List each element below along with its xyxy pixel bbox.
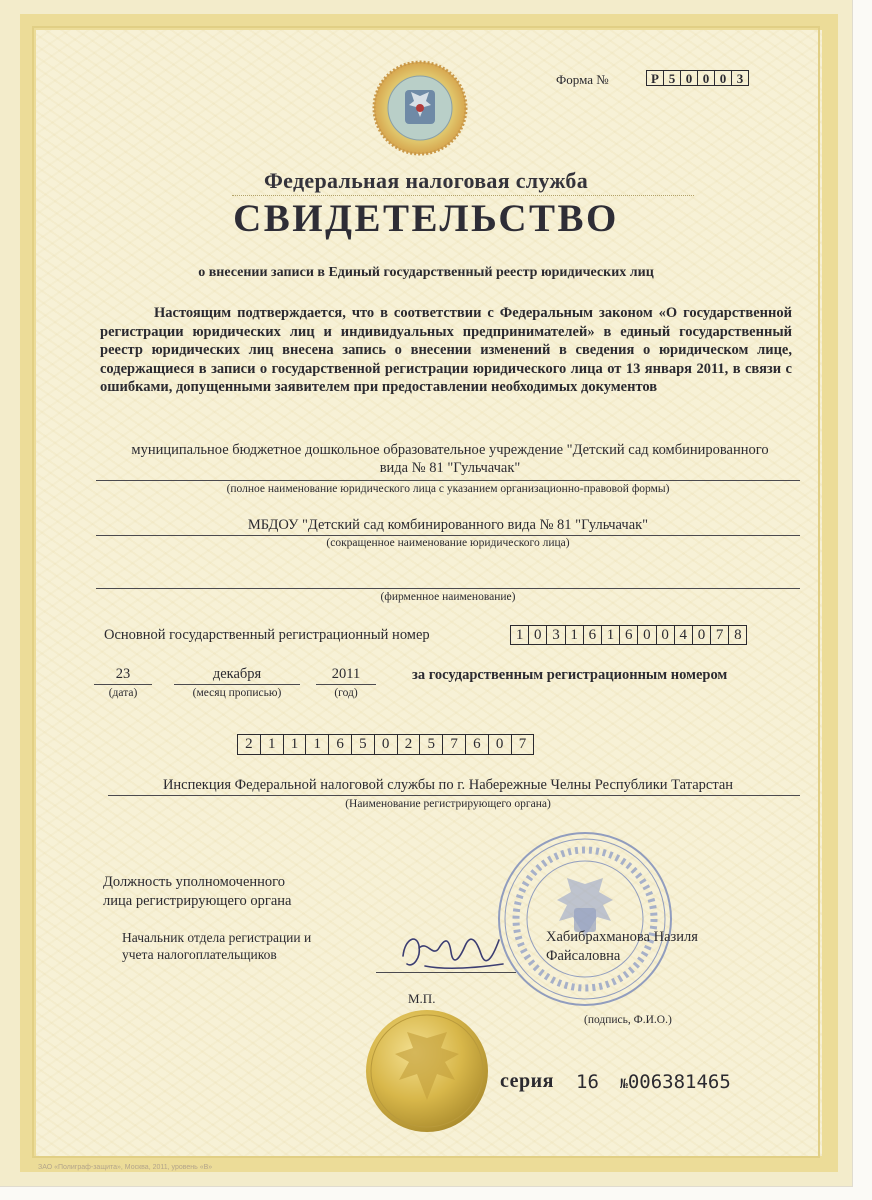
printer-note: ЗАО «Полиграф-защита», Москва, 2011, уровень «В» <box>38 1164 213 1171</box>
ogrn-digit: 7 <box>710 625 729 645</box>
position-label-line: лица регистрирующего органа <box>103 893 292 909</box>
document-title: СВИДЕТЕЛЬСТВО <box>233 197 619 240</box>
ogrn-digit: 0 <box>528 625 547 645</box>
grn-digit: 1 <box>305 734 329 755</box>
signature-line <box>376 972 516 973</box>
grn-digit: 6 <box>465 734 489 755</box>
ogrn-digit: 4 <box>674 625 693 645</box>
confirmation-text: Настоящим подтверждается, что в соответствии с Федеральным законом «О государственной регистрации юридических лиц и индивидуальных предпринимателей» в единый государственный реестр юридических лиц внесена запись о внесении изменений в сведения о юридическом лице, содержащиеся в записи о государственной регистрации юридического лица от 13 января 2011, в связи с ошибками, допущенными заявителем при предоставлении необходимых документов <box>100 305 792 396</box>
firm-name-line <box>96 588 800 589</box>
authority-caption: (Наименование регистрирующего органа) <box>345 798 551 810</box>
document-subtitle: о внесении записи в Единый государственный реестр юридических лиц <box>198 265 654 280</box>
handwritten-signature-icon <box>395 926 507 976</box>
year-line <box>316 684 376 685</box>
grn-digit: 5 <box>351 734 375 755</box>
full-name-line <box>96 480 800 481</box>
signatory-name-line: Хабибрахманова Назиля <box>546 929 698 945</box>
form-code-cell: 0 <box>680 70 698 86</box>
short-name-line <box>96 535 800 536</box>
grn-digit: 2 <box>237 734 261 755</box>
month-line <box>174 684 300 685</box>
ogrn-digit: 1 <box>565 625 584 645</box>
form-code-cell: 0 <box>697 70 715 86</box>
series-label: серия <box>500 1070 554 1092</box>
signature-caption: (подпись, Ф.И.О.) <box>584 1014 672 1026</box>
ogrn-label: Основной государственный регистрационный номер <box>104 627 430 643</box>
year-caption: (год) <box>334 687 358 699</box>
position-label <box>103 873 291 911</box>
signatory-name-line: Файсаловна <box>546 947 621 964</box>
agency-name: Федеральная налоговая служба <box>263 168 589 193</box>
grn-digit: 0 <box>374 734 398 755</box>
full-name-caption: (полное наименование юридического лица с указанием организационно-правовой формы) <box>226 483 670 495</box>
number-sign: № <box>620 1077 628 1092</box>
grn-digit-boxes <box>238 734 534 755</box>
ogrn-digit: 1 <box>510 625 529 645</box>
serial-digits: 006381465 <box>627 1071 731 1093</box>
signatory-name <box>546 928 698 965</box>
grn-digit: 5 <box>419 734 443 755</box>
form-number-label: Форма № <box>556 72 609 87</box>
firm-name-caption: (фирменное наименование) <box>380 591 516 603</box>
date-year: 2011 <box>331 666 361 682</box>
entity-short-name: МБДОУ "Детский сад комбинированного вида № 81 "Гульчачак" <box>247 517 649 533</box>
ogrn-digit: 3 <box>546 625 565 645</box>
entity-full-name: муниципальное бюджетное дошкольное образовательное учреждение "Детский сад комбинированного вида № 81 "Гульчачак" <box>131 442 769 476</box>
grn-digit: 2 <box>397 734 421 755</box>
form-code-cell: 0 <box>714 70 732 86</box>
grn-digit: 7 <box>511 734 535 755</box>
form-code-cell: 3 <box>731 70 749 86</box>
authority-line <box>108 795 800 796</box>
day-caption: (дата) <box>108 687 138 699</box>
day-line <box>94 684 152 685</box>
form-code-cell: 5 <box>663 70 681 86</box>
signatory-position <box>122 929 311 963</box>
series-number: 16 <box>576 1071 599 1093</box>
form-code-cell: Р <box>646 70 664 86</box>
grn-digit: 6 <box>328 734 352 755</box>
official-stamp-icon <box>494 828 676 1010</box>
grn-digit: 0 <box>488 734 512 755</box>
month-caption: (месяц прописью) <box>192 687 282 699</box>
short-name-caption: (сокращенное наименование юридического лица) <box>326 537 570 549</box>
ogrn-digit: 6 <box>619 625 638 645</box>
ogrn-digit: 0 <box>656 625 675 645</box>
seal-place-label: М.П. <box>408 991 436 1006</box>
form-number-boxes <box>647 70 749 86</box>
gold-seal-icon <box>364 1008 490 1134</box>
ogrn-digit: 1 <box>601 625 620 645</box>
date-month: декабря <box>212 666 262 682</box>
registration-phrase: за государственным регистрационным номером <box>412 667 728 683</box>
date-day: 23 <box>115 666 131 682</box>
position-line: Начальник отдела регистрации и <box>122 930 312 945</box>
registering-authority: Инспекция Федеральной налоговой службы по г. Набережные Челны Республики Татарстан <box>162 777 734 793</box>
ogrn-digit: 0 <box>637 625 656 645</box>
ogrn-digit-boxes <box>511 625 747 645</box>
position-label-line: Должность уполномоченного <box>103 874 286 890</box>
position-line: учета налогоплательщиков <box>122 947 277 962</box>
ogrn-digit: 0 <box>692 625 711 645</box>
grn-digit: 1 <box>283 734 307 755</box>
grn-digit: 7 <box>442 734 466 755</box>
ogrn-digit: 6 <box>583 625 602 645</box>
grn-digit: 1 <box>260 734 284 755</box>
ogrn-digit: 8 <box>728 625 747 645</box>
hologram-emblem-icon <box>372 60 468 156</box>
serial-number <box>620 1071 731 1093</box>
